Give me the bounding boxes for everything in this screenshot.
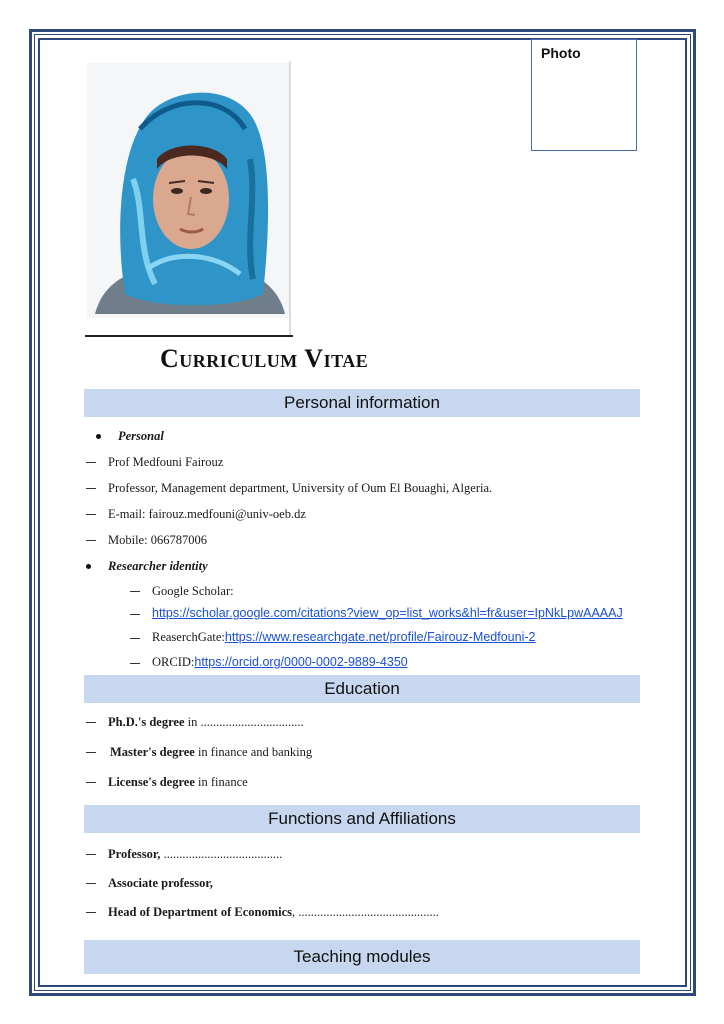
dash	[130, 614, 140, 615]
function-item	[108, 876, 213, 891]
education-degree: Master's degree	[110, 745, 195, 759]
education-degree: License's degree	[108, 775, 195, 789]
function-title: Associate professor,	[108, 876, 213, 890]
orcid-link[interactable]: https://orcid.org/0000-0002-9889-4350	[194, 655, 408, 669]
researchgate-row	[152, 630, 535, 645]
researcher-heading: Researcher identity	[108, 559, 208, 573]
dash	[130, 663, 140, 664]
function-detail: , .............................................	[292, 905, 439, 919]
dash	[86, 782, 96, 783]
education-detail: in finance and banking	[194, 745, 313, 759]
education-item	[108, 715, 304, 730]
function-title: Professor,	[108, 847, 161, 861]
cv-title: Curriculum Vitae	[160, 344, 369, 373]
portrait-photo	[85, 59, 293, 337]
dash	[86, 462, 96, 463]
bullet-personal	[96, 434, 101, 439]
education-item	[108, 775, 248, 790]
section-teaching-modules: Teaching modules	[84, 940, 640, 974]
section-personal-information: Personal information	[84, 389, 640, 417]
orcid-label: ORCID:	[152, 655, 195, 669]
section-education: Education	[84, 675, 640, 703]
education-detail: in finance	[194, 775, 248, 789]
education-item	[110, 745, 312, 760]
personal-email: E-mail: fairouz.medfouni@univ-oeb.dz	[108, 507, 306, 521]
dash	[86, 854, 96, 855]
photo-label: Photo	[541, 45, 581, 61]
personal-mobile: Mobile: 066787006	[108, 533, 207, 547]
dash	[86, 514, 96, 515]
google-scholar-label: Google Scholar:	[152, 584, 234, 598]
personal-position: Professor, Management department, University of Oum El Bouaghi, Algeria.	[108, 481, 493, 495]
function-item	[108, 905, 439, 920]
researchgate-link[interactable]: https://www.researchgate.net/profile/Fairouz-Medfouni-2	[224, 630, 536, 644]
personal-name: Prof Medfouni Fairouz	[108, 455, 224, 469]
dash	[86, 752, 96, 753]
dash	[130, 638, 140, 639]
photo-placeholder	[531, 39, 637, 151]
dash	[86, 912, 96, 913]
function-detail: ......................................	[160, 847, 283, 861]
function-item	[108, 847, 282, 862]
google-scholar-link[interactable]: https://scholar.google.com/citations?view_op=list_works&hl=fr&user=IpNkLpwAAAAJ	[152, 606, 623, 620]
dash	[86, 883, 96, 884]
education-degree: Ph.D.'s degree	[108, 715, 185, 729]
researchgate-label: ReaserchGate:	[152, 630, 225, 644]
personal-heading: Personal	[118, 429, 164, 443]
dash	[130, 591, 140, 592]
orcid-row	[152, 655, 408, 670]
dash	[86, 488, 96, 489]
education-detail: in .................................	[184, 715, 304, 729]
function-title: Head of Department of Economics	[108, 905, 292, 919]
dash	[86, 540, 96, 541]
section-functions-affiliations: Functions and Affiliations	[84, 805, 640, 833]
dash	[86, 722, 96, 723]
bullet-researcher	[86, 564, 91, 569]
